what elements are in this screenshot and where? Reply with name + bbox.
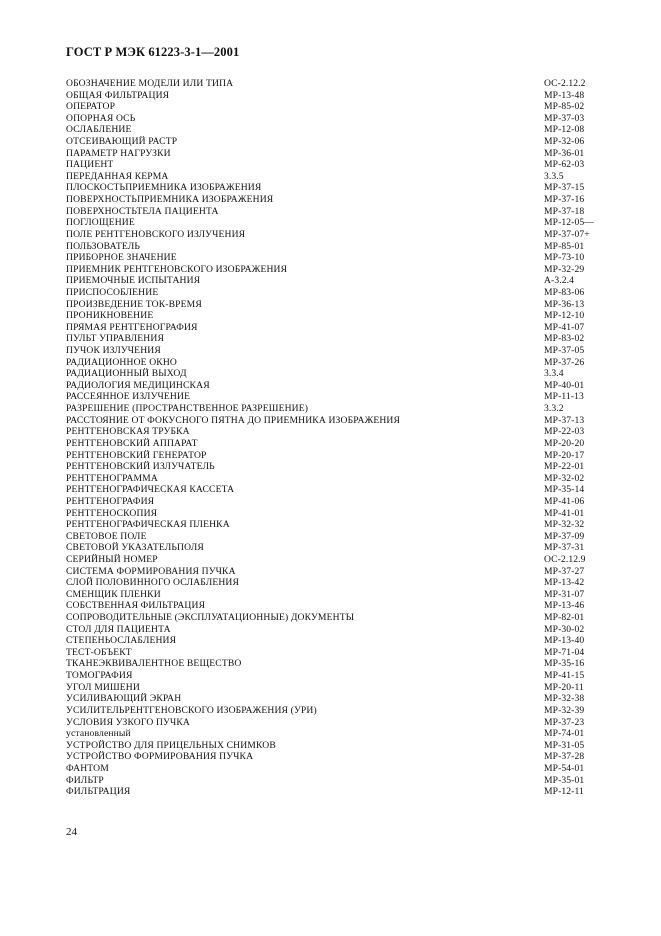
index-entry xyxy=(66,322,597,334)
index-entry xyxy=(66,473,597,485)
index-entry xyxy=(66,229,597,241)
entry-code: МР-12-11 xyxy=(544,786,584,798)
entry-term: ПРОИЗВЕДЕНИЕ ТОК-ВРЕМЯ xyxy=(66,298,202,310)
entry-term: РАЗРЕШЕНИЕ (ПРОСТРАНСТВЕННОЕ РАЗРЕШЕНИЕ) xyxy=(66,403,309,415)
index-entry xyxy=(66,171,597,183)
entry-term: УСТРОЙСТВО ФОРМИРОВАНИЯ ПУЧКА xyxy=(66,751,254,763)
entry-code: МР-35-16 xyxy=(544,658,585,670)
entry-code: МР-62-03 xyxy=(544,159,585,171)
index-entry xyxy=(66,775,597,787)
entry-code: МР-20-11 xyxy=(544,681,584,693)
index-entry xyxy=(66,740,597,752)
index-entry xyxy=(66,670,597,682)
index-entry xyxy=(66,206,597,218)
entry-code: ОС-2.12.2 xyxy=(544,78,586,89)
entry-term: ОПЕРАТОР xyxy=(66,101,116,113)
index-entry xyxy=(66,717,597,729)
entry-code: 3.3.2 xyxy=(544,403,564,415)
entry-term: РАССЕЯННОЕ ИЗЛУЧЕНИЕ xyxy=(66,391,191,403)
entry-code: МР-37-27 xyxy=(544,565,585,577)
entry-code: МР-32-32 xyxy=(544,519,585,531)
entry-code: МР-31-05 xyxy=(544,739,585,751)
entry-term: ОБЩАЯ ФИЛЬТРАЦИЯ xyxy=(66,89,170,101)
entry-code: МР-22-03 xyxy=(544,426,585,438)
index-entry xyxy=(66,542,597,554)
index-entry xyxy=(66,113,597,125)
entry-code: МР-32-02 xyxy=(544,472,585,484)
entry-term: ПРОНИКНОВЕНИЕ xyxy=(66,310,154,322)
entry-code: МР-73-10 xyxy=(544,252,585,264)
index-entry xyxy=(66,531,597,543)
entry-term: ПРИБОРНОЕ ЗНАЧЕНИЕ xyxy=(66,252,177,264)
entry-term: ФИЛЬТР xyxy=(66,774,104,786)
entry-code: МР-36-01 xyxy=(544,147,585,159)
entry-code: 3.3.4 xyxy=(544,368,564,380)
entry-code: МР-71-04 xyxy=(544,646,585,658)
entry-term: ПРИЕМНИК РЕНТГЕНОВСКОГО ИЗОБРАЖЕНИЯ xyxy=(66,263,288,275)
index-entry xyxy=(66,786,597,798)
entry-code: МР-13-46 xyxy=(544,600,585,612)
entry-code: МР-32-38 xyxy=(544,693,585,705)
entry-term: УГОЛ МИШЕНИ xyxy=(66,681,140,693)
entry-term: СОБСТВЕННАЯ ФИЛЬТРАЦИЯ xyxy=(66,600,206,612)
entry-code: МР-40-01 xyxy=(544,379,585,391)
index-entry xyxy=(66,310,597,322)
entry-code: А-3.2.4 xyxy=(544,275,575,287)
entry-code: МР-41-01 xyxy=(544,507,585,519)
entry-term: УСЛОВИЯ УЗКОГО ПУЧКА xyxy=(66,716,190,728)
entry-code: МР-37-03 xyxy=(544,112,585,124)
entry-term: ТКАНЕЭКВИВАЛЕНТНОЕ ВЕЩЕСТВО xyxy=(66,658,242,670)
entry-code: МР-41-07 xyxy=(544,321,585,333)
entry-code: МР-35-01 xyxy=(544,774,585,786)
entry-code: 3.3.5 xyxy=(544,170,564,182)
entry-term: СИСТЕМА ФОРМИРОВАНИЯ ПУЧКА xyxy=(66,565,236,577)
index-entry xyxy=(66,612,597,624)
index-entry xyxy=(66,461,597,473)
index-entry xyxy=(66,426,597,438)
entry-code: МР-37-31 xyxy=(544,542,585,554)
entry-code: МР-13-40 xyxy=(544,635,585,647)
entry-code: МР-85-02 xyxy=(544,101,585,113)
entry-code: МР-12-05— xyxy=(544,217,594,229)
entry-code: МР-12-08 xyxy=(544,124,585,136)
index-entry xyxy=(66,333,597,345)
entry-term: ПОГЛОЩЕНИЕ xyxy=(66,217,135,229)
index-entry xyxy=(66,577,597,589)
entry-term: ТОМОГРАФИЯ xyxy=(66,670,133,682)
index-entry xyxy=(66,658,597,670)
index-entry xyxy=(66,728,597,740)
index-entry xyxy=(66,438,597,450)
index-entry xyxy=(66,287,597,299)
entry-code: МР-11-13 xyxy=(544,391,584,403)
entry-term: ФАНТОМ xyxy=(66,762,109,774)
entry-term: РЕНТГЕНОСКОПИЯ xyxy=(66,507,158,519)
index-entry xyxy=(66,241,597,253)
entry-code: МР-22-01 xyxy=(544,461,585,473)
entry-code: МР-74-01 xyxy=(544,728,585,740)
entry-term: ПОЛЕ РЕНТГЕНОВСКОГО ИЗЛУЧЕНИЯ xyxy=(66,228,246,240)
index-entry xyxy=(66,159,597,171)
entry-term: ПЕРЕДАННАЯ КЕРМА xyxy=(66,170,169,182)
entry-term: ПРИСПОСОБЛЕНИЕ xyxy=(66,286,159,298)
index-entry xyxy=(66,403,597,415)
entry-term: РЕНТГЕНОВСКИЙ АППАРАТ xyxy=(66,437,198,449)
entry-code: МР-32-06 xyxy=(544,136,585,148)
entry-term: ТЕСТ-ОБЪЕКТ xyxy=(66,646,132,658)
entry-code: МР-32-39 xyxy=(544,704,585,716)
term-index-list xyxy=(66,78,597,798)
index-entry xyxy=(66,450,597,462)
entry-code: МР-85-01 xyxy=(544,240,585,252)
entry-term: ОСЛАБЛЕНИЕ xyxy=(66,124,132,136)
entry-code: МР-41-06 xyxy=(544,495,585,507)
entry-code: МР-36-13 xyxy=(544,298,585,310)
index-entry xyxy=(66,705,597,717)
entry-term: ФИЛЬТРАЦИЯ xyxy=(66,786,131,798)
entry-code: МР-30-02 xyxy=(544,623,585,635)
index-entry xyxy=(66,136,597,148)
entry-term: СЛОЙ ПОЛОВИННОГО ОСЛАБЛЕНИЯ xyxy=(66,577,240,589)
entry-term: РЕНТГЕНОГРАММА xyxy=(66,472,158,484)
index-entry xyxy=(66,217,597,229)
entry-code: МР-37-09 xyxy=(544,530,585,542)
index-entry xyxy=(66,124,597,136)
index-entry xyxy=(66,252,597,264)
entry-term: ОБОЗНАЧЕНИЕ МОДЕЛИ ИЛИ ТИПА xyxy=(66,78,234,89)
entry-code: МР-37-26 xyxy=(544,356,585,368)
index-entry xyxy=(66,589,597,601)
entry-term: СМЕНЩИК ПЛЕНКИ xyxy=(66,588,161,600)
index-entry xyxy=(66,345,597,357)
entry-term: СТОЛ ДЛЯ ПАЦИЕНТА xyxy=(66,623,171,635)
index-entry xyxy=(66,78,597,90)
index-entry xyxy=(66,763,597,775)
entry-term: ПУЧОК ИЗЛУЧЕНИЯ xyxy=(66,345,161,357)
entry-term: ПОВЕРХНОСТЬПРИЕМНИКА ИЗОБРАЖЕНИЯ xyxy=(66,194,274,206)
index-entry xyxy=(66,264,597,276)
index-entry xyxy=(66,519,597,531)
entry-term: РАДИАЦИОННОЕ ОКНО xyxy=(66,356,177,368)
entry-term: УСИЛИТЕЛЬРЕНТГЕНОВСКОГО ИЗОБРАЖЕНИЯ (УРИ) xyxy=(66,704,317,716)
entry-code: МР-20-20 xyxy=(544,437,585,449)
index-entry xyxy=(66,182,597,194)
entry-term: СОПРОВОДИТЕЛЬНЫЕ (ЭКСПЛУАТАЦИОННЫЕ) ДОКУМЕНТЫ xyxy=(66,612,355,624)
entry-term: РАССТОЯНИЕ ОТ ФОКУСНОГО ПЯТНА ДО ПРИЕМНИКА ИЗОБРАЖЕНИЯ xyxy=(66,414,401,426)
entry-code: МР-54-01 xyxy=(544,762,585,774)
index-entry xyxy=(66,600,597,612)
document-header: ГОСТ Р МЭК 61223-3-1—2001 xyxy=(66,45,240,59)
index-entry xyxy=(66,508,597,520)
entry-term: ПРИЕМОЧНЫЕ ИСПЫТАНИЯ xyxy=(66,275,201,287)
index-entry xyxy=(66,647,597,659)
entry-term: СЕРИЙНЫЙ НОМЕР xyxy=(66,553,158,565)
entry-code: МР-20-17 xyxy=(544,449,585,461)
entry-term: РЕНТГЕНОГРАФИЧЕСКАЯ ПЛЕНКА xyxy=(66,519,230,531)
entry-code: МР-35-14 xyxy=(544,484,585,496)
page-number: 24 xyxy=(66,826,77,838)
entry-term: ПУЛЬТ УПРАВЛЕНИЯ xyxy=(66,333,165,345)
index-entry xyxy=(66,751,597,763)
entry-code: МР-37-13 xyxy=(544,414,585,426)
entry-code: МР-37-05 xyxy=(544,345,585,357)
index-entry xyxy=(66,635,597,647)
entry-code: ОС-2.12.9 xyxy=(544,553,586,565)
entry-term: РАДИОЛОГИЯ МЕДИЦИНСКАЯ xyxy=(66,379,210,391)
index-entry xyxy=(66,566,597,578)
entry-term: РЕНТГЕНОВСКАЯ ТРУБКА xyxy=(66,426,190,438)
entry-term: ПЛОСКОСТЬПРИЕМНИКА ИЗОБРАЖЕНИЯ xyxy=(66,182,262,194)
index-entry xyxy=(66,496,597,508)
entry-code: МР-12-10 xyxy=(544,310,585,322)
index-entry xyxy=(66,275,597,287)
entry-code: МР-37-23 xyxy=(544,716,585,728)
entry-term: ОПОРНАЯ ОСЬ xyxy=(66,112,136,124)
entry-term: установленный xyxy=(66,728,131,740)
index-entry xyxy=(66,194,597,206)
index-entry xyxy=(66,148,597,160)
index-entry xyxy=(66,554,597,566)
entry-code: МР-82-01 xyxy=(544,612,585,624)
entry-term: ПРЯМАЯ РЕНТГЕНОГРАФИЯ xyxy=(66,321,198,333)
index-entry xyxy=(66,391,597,403)
entry-term: УСИЛИВАЮЩИЙ ЭКРАН xyxy=(66,693,182,705)
index-entry xyxy=(66,299,597,311)
entry-term: ПАЦИЕНТ xyxy=(66,159,114,171)
entry-code: МР-37-16 xyxy=(544,194,585,206)
entry-code: МР-37-15 xyxy=(544,182,585,194)
entry-code: МР-83-06 xyxy=(544,286,585,298)
index-entry xyxy=(66,90,597,102)
index-entry xyxy=(66,101,597,113)
index-entry xyxy=(66,624,597,636)
entry-term: ПАРАМЕТР НАГРУЗКИ xyxy=(66,147,171,159)
index-entry xyxy=(66,415,597,427)
index-entry xyxy=(66,357,597,369)
index-entry xyxy=(66,368,597,380)
entry-code: МР-13-42 xyxy=(544,577,585,589)
entry-term: ОТСЕИВАЮЩИЙ РАСТР xyxy=(66,136,178,148)
index-entry xyxy=(66,380,597,392)
entry-code: МР-37-07+ xyxy=(544,228,590,240)
index-entry xyxy=(66,693,597,705)
entry-term: ПОЛЬЗОВАТЕЛЬ xyxy=(66,240,141,252)
index-entry xyxy=(66,484,597,496)
entry-code: МР-37-18 xyxy=(544,205,585,217)
entry-term: РЕНТГЕНОГРАФИЯ xyxy=(66,495,155,507)
entry-term: РЕНТГЕНОВСКИЙ ИЗЛУЧАТЕЛЬ xyxy=(66,461,215,473)
entry-code: МР-83-02 xyxy=(544,333,585,345)
entry-code: МР-13-48 xyxy=(544,89,585,101)
entry-term: СВЕТОВОЕ ПОЛЕ xyxy=(66,530,147,542)
entry-code: МР-37-28 xyxy=(544,751,585,763)
entry-code: МР-32-29 xyxy=(544,263,585,275)
entry-term: СТЕПЕНЬОСЛАБЛЕНИЯ xyxy=(66,635,177,647)
entry-term: РЕНТГЕНОВСКИЙ ГЕНЕРАТОР xyxy=(66,449,207,461)
entry-term: ПОВЕРХНОСТЬТЕЛА ПАЦИЕНТА xyxy=(66,205,219,217)
entry-term: СВЕТОВОЙ УКАЗАТЕЛЬПОЛЯ xyxy=(66,542,204,554)
entry-code: МР-31-07 xyxy=(544,588,585,600)
index-entry xyxy=(66,682,597,694)
entry-term: УСТРОЙСТВО ДЛЯ ПРИЦЕЛЬНЫХ СНИМКОВ xyxy=(66,739,276,751)
entry-term: РЕНТГЕНОГРАФИЧЕСКАЯ КАССЕТА xyxy=(66,484,235,496)
entry-term: РАДИАЦИОННЫЙ ВЫХОД xyxy=(66,368,187,380)
entry-code: МР-41-15 xyxy=(544,670,585,682)
